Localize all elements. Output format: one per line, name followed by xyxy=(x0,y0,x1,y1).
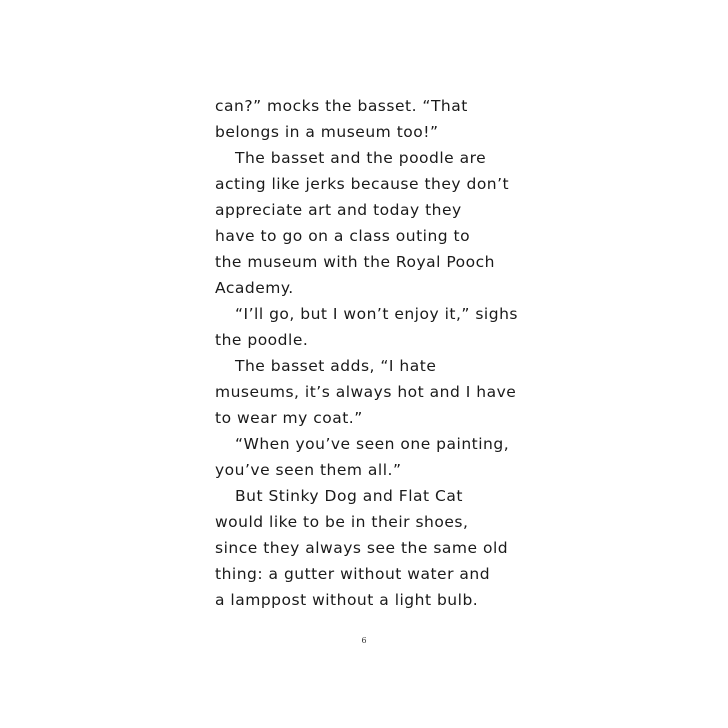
text-line: museums, it’s always hot and I have xyxy=(215,383,517,401)
text-line: have to go on a class outing to xyxy=(215,227,471,245)
text-line: can?” mocks the basset. “That xyxy=(215,97,468,115)
text-line: since they always see the same old xyxy=(215,539,509,557)
text-line: you’ve seen them all.” xyxy=(215,461,402,479)
text-line: thing: a gutter without water and xyxy=(215,565,491,583)
text-line: a lamppost without a light bulb. xyxy=(215,591,479,609)
page-number: 6 xyxy=(361,636,367,645)
text-line: to wear my coat.” xyxy=(215,409,363,427)
text-line: “When you’ve seen one painting, xyxy=(235,435,510,453)
text-line: But Stinky Dog and Flat Cat xyxy=(235,487,463,505)
text-line: belongs in a museum too!” xyxy=(215,123,439,141)
text-line: the poodle. xyxy=(215,331,309,349)
body-text xyxy=(215,93,535,613)
text-line: Academy. xyxy=(215,279,294,297)
text-line: “I’ll go, but I won’t enjoy it,” sighs xyxy=(235,305,518,323)
text-line: appreciate art and today they xyxy=(215,201,462,219)
text-line: the museum with the Royal Pooch xyxy=(215,253,495,271)
text-line: The basset and the poodle are xyxy=(235,149,487,167)
text-line: The basset adds, “I hate xyxy=(235,357,437,375)
text-line: would like to be in their shoes, xyxy=(215,513,469,531)
text-line: acting like jerks because they don’t xyxy=(215,175,510,193)
